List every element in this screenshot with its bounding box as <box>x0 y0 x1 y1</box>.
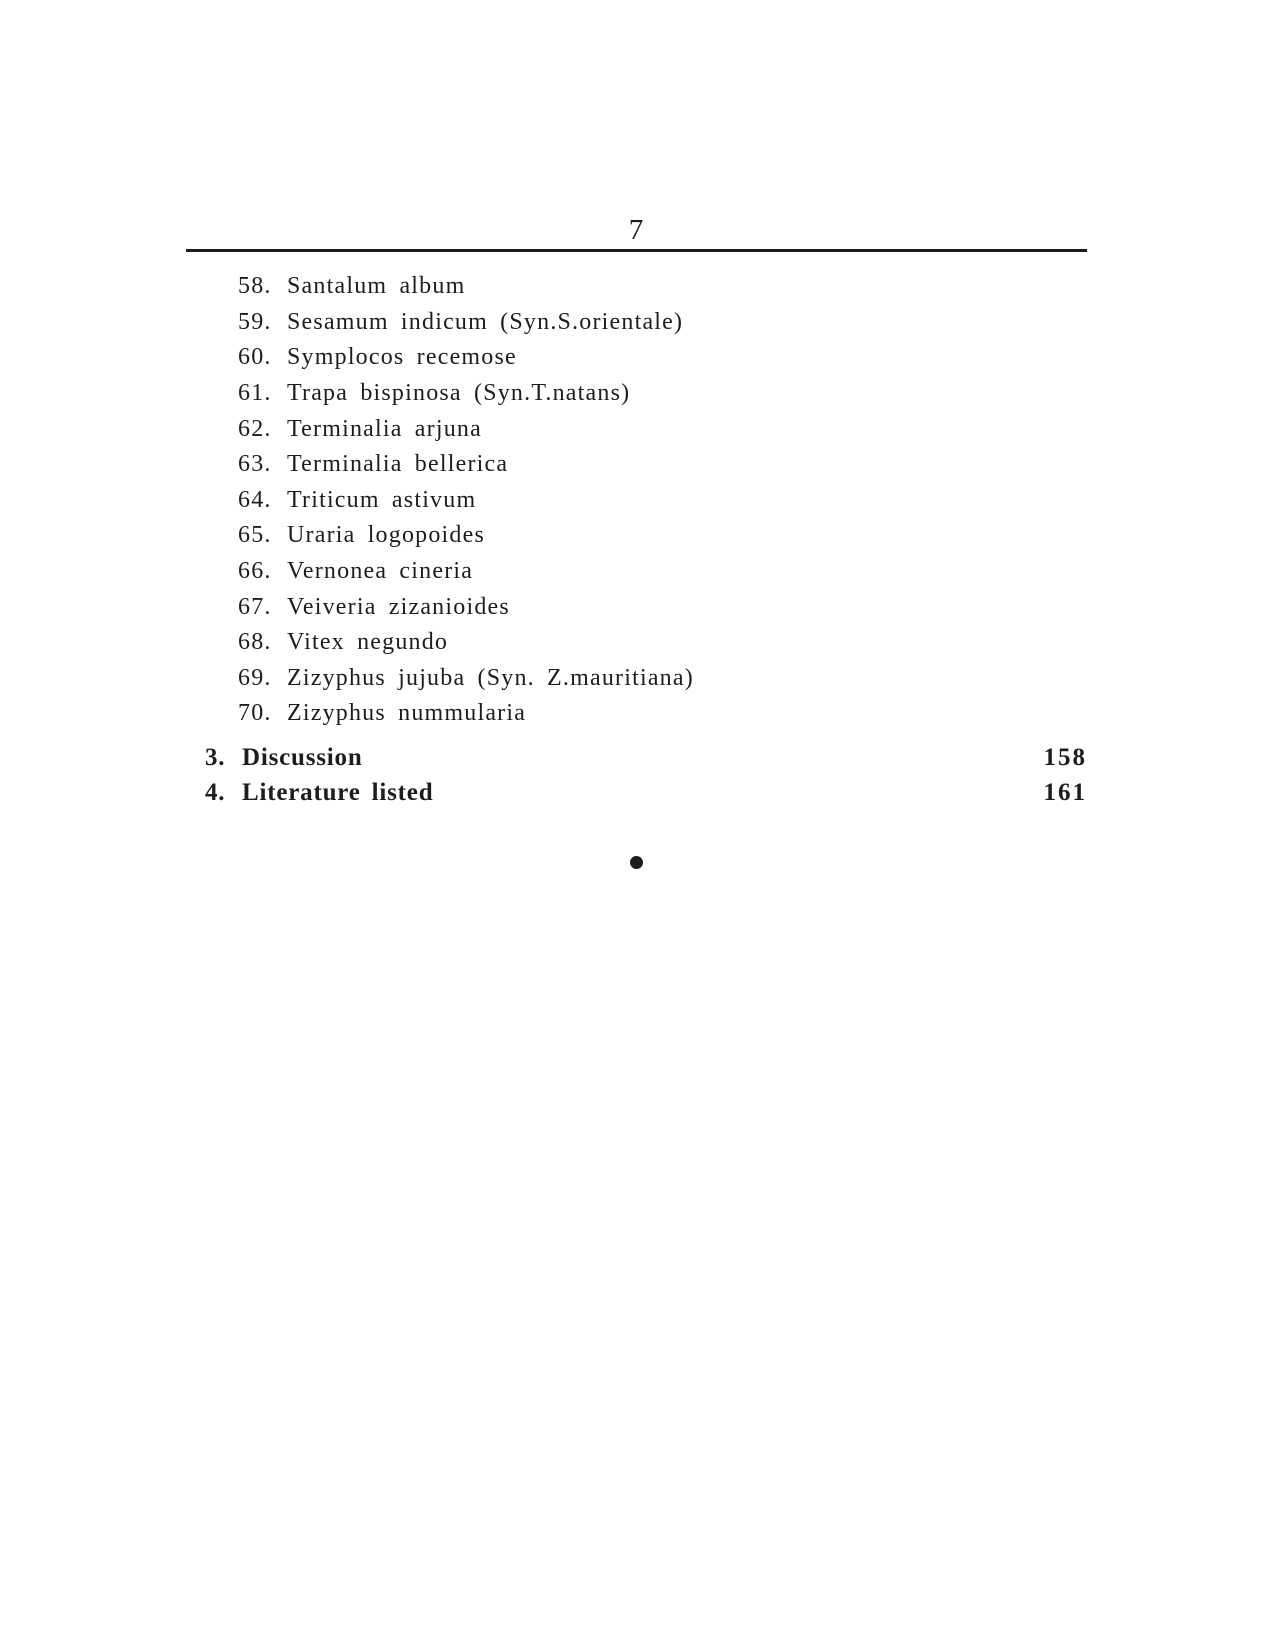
section-page-number: 158 <box>1043 743 1087 771</box>
toc-entry <box>238 696 694 732</box>
entry-label: Sesamum indicum (Syn.S.orientale) <box>287 308 684 335</box>
entry-number: 70. <box>238 700 272 727</box>
entry-number: 68. <box>238 629 272 656</box>
entry-number: 59. <box>238 308 272 335</box>
toc-entry <box>238 305 694 341</box>
toc-section-literature <box>205 776 1087 812</box>
entry-number: 69. <box>238 664 272 691</box>
entry-number: 60. <box>238 344 272 371</box>
toc-entry <box>238 483 694 519</box>
entry-number: 63. <box>238 451 272 478</box>
toc-entry <box>238 518 694 554</box>
toc-entry <box>238 269 694 305</box>
toc-list <box>238 269 694 732</box>
section-label: Discussion <box>242 743 363 771</box>
entry-label: Symplocos recemose <box>287 344 517 371</box>
entry-number: 65. <box>238 522 272 549</box>
toc-section-discussion <box>205 740 1087 776</box>
end-marker-dot-icon <box>630 856 643 869</box>
toc-entry <box>238 625 694 661</box>
entry-label: Uraria logopoides <box>287 522 486 549</box>
header-rule <box>186 249 1087 252</box>
section-number: 3. <box>205 743 226 771</box>
entry-number: 64. <box>238 486 272 513</box>
entry-label: Zizyphus nummularia <box>287 700 527 727</box>
toc-entry <box>238 340 694 376</box>
entry-number: 62. <box>238 415 272 442</box>
entry-label: Vitex negundo <box>287 629 449 656</box>
entry-label: Terminalia arjuna <box>287 415 482 442</box>
page-number: 7 <box>628 214 645 246</box>
toc-sections <box>205 740 1087 811</box>
toc-entry <box>238 589 694 625</box>
entry-label: Veiveria zizanioides <box>287 593 510 620</box>
entry-label: Trapa bispinosa (Syn.T.natans) <box>287 380 631 407</box>
entry-label: Terminalia bellerica <box>287 451 509 478</box>
toc-entry <box>238 661 694 697</box>
entry-label: Santalum album <box>287 273 466 300</box>
entry-number: 61. <box>238 380 272 407</box>
section-number: 4. <box>205 779 226 807</box>
entry-number: 58. <box>238 273 272 300</box>
entry-label: Triticum astivum <box>287 486 477 513</box>
section-page-number: 161 <box>1043 779 1087 807</box>
section-label: Literature listed <box>242 779 434 807</box>
entry-label: Zizyphus jujuba (Syn. Z.mauritiana) <box>287 664 694 691</box>
toc-entry <box>238 447 694 483</box>
toc-entry <box>238 554 694 590</box>
entry-number: 66. <box>238 558 272 585</box>
entry-number: 67. <box>238 593 272 620</box>
toc-entry <box>238 376 694 412</box>
entry-label: Vernonea cineria <box>287 558 474 585</box>
toc-entry <box>238 411 694 447</box>
